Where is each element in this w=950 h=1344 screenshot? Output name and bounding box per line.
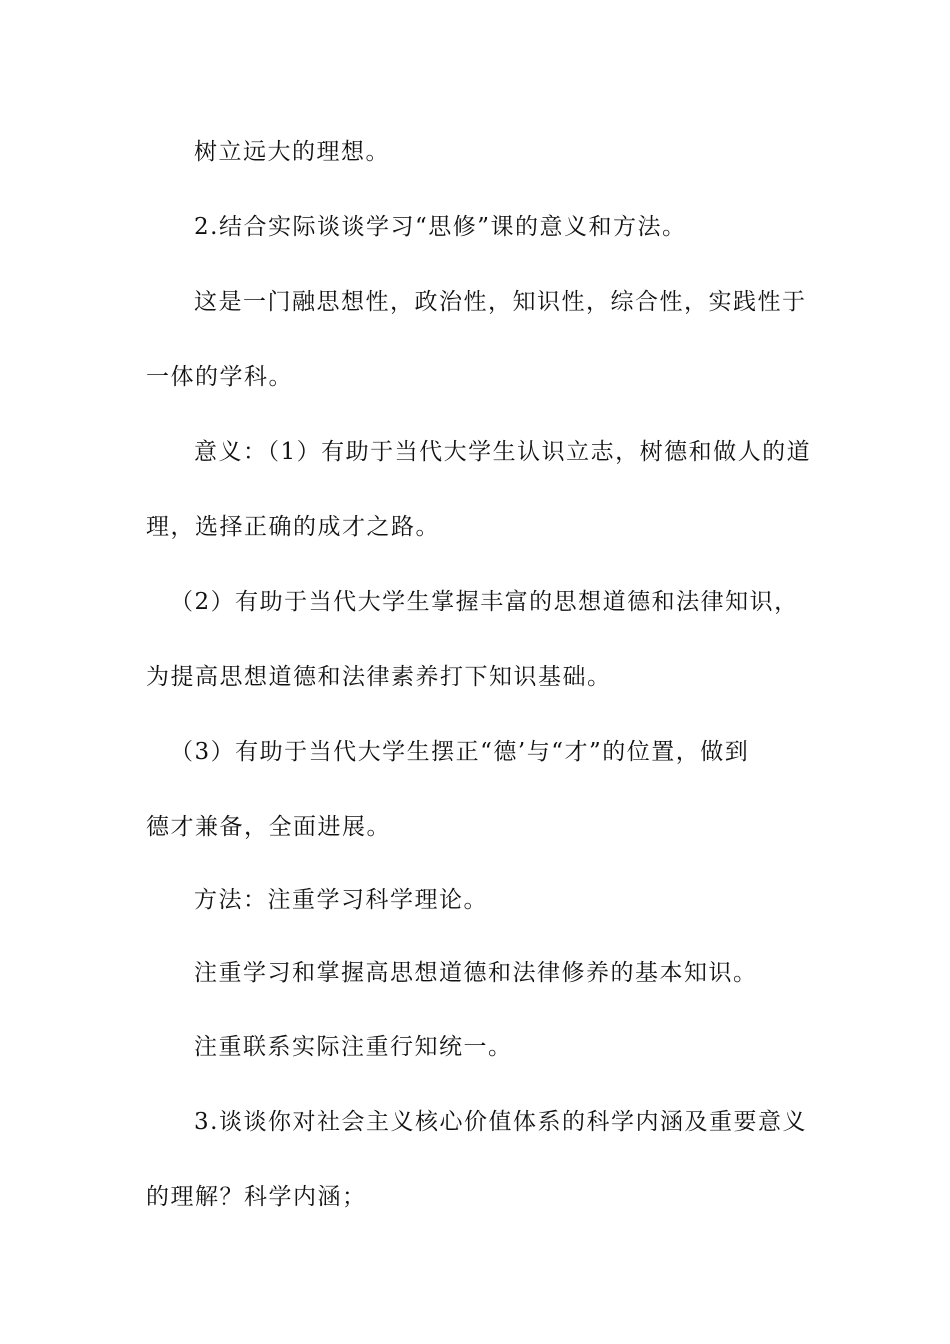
- text-line: 为提高思想道德和法律素养打下知识基础。: [146, 664, 612, 690]
- text-line: 意义：（1）有助于当代大学生认识立志，树德和做人的道: [194, 439, 812, 465]
- text-line: 注重联系实际注重行知统一。: [194, 1034, 513, 1060]
- text-line: 一体的学科。: [146, 364, 293, 390]
- question-heading: 3.谈谈你对社会主义核心价值体系的科学内涵及重要意义: [194, 1109, 807, 1135]
- text-line: 德才兼备，全面进展。: [146, 814, 391, 840]
- text-line: （2）有助于当代大学生掌握丰富的思想道德和法律知识，: [170, 589, 799, 615]
- text-line: 方法：注重学习科学理论。: [194, 887, 488, 913]
- question-heading: 2.结合实际谈谈学习“思修”课的意义和方法。: [194, 214, 687, 240]
- text-line: （3）有助于当代大学生摆正“德’与“才”的位置，做到: [170, 739, 750, 765]
- text-line: 树立远大的理想。: [194, 139, 390, 165]
- text-line: 注重学习和掌握高思想道德和法律修养的基本知识。: [194, 960, 758, 986]
- text-line: 理，选择正确的成才之路。: [146, 514, 440, 540]
- text-line: 的理解？科学内涵；: [146, 1184, 367, 1210]
- text-line: 这是一门融思想性，政治性，知识性，综合性，实践性于: [194, 289, 807, 315]
